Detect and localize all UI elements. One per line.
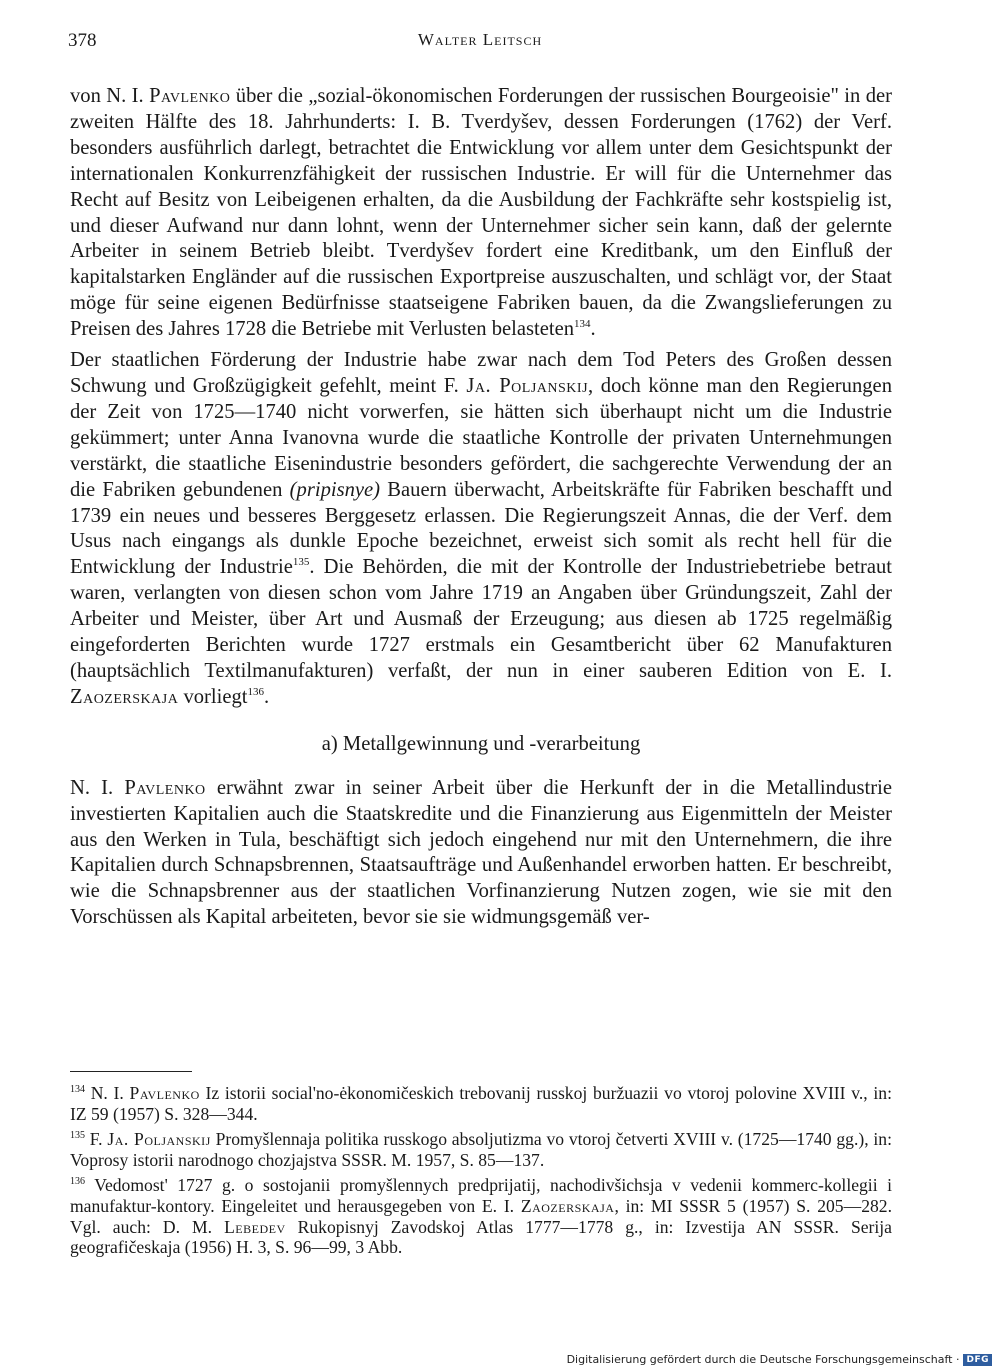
- text-run: über die „sozial-ökonomischen Forderungen der russischen Bourgeoisie" in der zweiten Hälfte des 18. Jahrhunderts: I. B. Tverdyšev, dessen Forderungen (1762) der Verf. besonders ausführlich darlegt, betrachtet die Entwicklung vor allem unter dem Gesichtspunkt der internationalen Konkurrenzfähigkeit der russischen Industrie. Er will für die Unternehmer das Recht auf Besitz von Leibeigenen erhalten, da die Ausbildung der Fachkräfte sehr kostspielig ist, und dieser Aufwand nur dann lohnt, wenn der Unternehmer sicher sein kann, daß der gelernte Arbeiter in seinem Betrieb bleibt. Tverdyšev fordert eine Kreditbank, um den Einfluß der kapitalstarken Engländer auf die russischen Exportpreise auszuschalten, und schlägt vor, der Staat möge für seine eigenen Bedürfnisse staatseigene Fabriken bauen, da die Zwangslieferungen zu Preisen des Jahres 1728 die Betriebe mit Verlusten belasteten: [70, 85, 892, 341]
- author-name: Pavlenko: [124, 776, 206, 799]
- footer-text: Digitalisierung gefördert durch die Deutsche Forschungsgemeinschaft ·: [566, 1353, 960, 1366]
- text-run: Vedomost' 1727 g. o sostojanii promyšlennych predprijatij, nachodivšichsja v vedenii kommerc-kollegii i manufaktur-kontory. Eingeleitet und herausgegeben von E. I.: [70, 1175, 892, 1216]
- footnotes: [70, 1083, 892, 1263]
- text-run: , in: MI SSSR 5 (1957) S. 205—282. Vgl. auch: D. M.: [70, 1195, 892, 1237]
- author-name: Ja. Poljanskij: [466, 374, 589, 397]
- running-head: Walter Leitsch: [417, 30, 543, 49]
- text-run: Promyšlennaja politika russkogo absoljutizma vo vtoroj četverti XVIII v. (1725—1740 gg.), in: Voprosy istorii narodnogo chozjajstva SSSR. M. 1957, S. 85—137.: [70, 1129, 892, 1170]
- page-number: 378: [68, 30, 97, 51]
- text-run: .: [590, 318, 596, 341]
- text-run: Rukopisnyj Zavodskoj Atlas 1777—1778 g., in: Izvestija AN SSSR. Serija geografičeskaja (1956) H. 3, S. 96—99, 3 Abb.: [70, 1216, 892, 1258]
- text-run: . Die Behörden, die mit der Kontrolle der Industriebetriebe betraut waren, verlangten von diesen schon vom Jahre 1719 an Angaben über Gründungszeit, Zahl der Arbeiter und Meister, über Art und Ausmaß der Erzeugung; aus diesen ab 1725 regelmäßig eingeforderten Berichten wurde 1727 erstmals ein Gesamtbericht über 62 Manufakturen (hauptsächlich Textilmanufakturen) verfaßt, der nun in einer sauberen Edition von E. I.: [70, 556, 892, 682]
- text-run: vorliegt: [178, 685, 248, 708]
- text-run: N. I.: [70, 776, 125, 799]
- text-run: erwähnt zwar in seiner Arbeit über die Herkunft der in die Metallindustrie investierten Kapitalien auch die Staatskredite und die Finanzierung aus Eigenmitteln der Meister aus den Werken in Tula, beschäftigt sich jedoch eingehend nur mit den Unternehmern, die ihre Kapitalien durch Schnapsbrennen, Staatsaufträge und Außenhandel erworben hatten. Er beschreibt, wie die Schnapsbrenner aus der staatlichen Vorfinanzierung Nutzen zogen, wie sie mit den Vorschüssen als Kapital arbeiteten, bevor sie sie widmungsgemäß ver-: [70, 776, 892, 929]
- text-run: Iz istorii social'no-ėkonomičeskich trebovanij russkoj buržuazii vo vtoroj polovine XVIII v., in: IZ 59 (1957) S. 328—344.: [70, 1083, 892, 1124]
- text-run: , doch könne man den Regierungen der Zeit von 1725—1740 nicht vorwerfen, sie hätten sich überhaupt nicht um die Industrie gekümmert; unter Anna Ivanovna wurde die staatliche Kontrolle der privaten Unternehmungen verstärkt, die staatliche Eisenindustrie besonders gefördert, die sachgerechte Verwendung der an die Fabriken gebundenen: [70, 374, 892, 501]
- author-name: Lebedev: [224, 1216, 286, 1237]
- text-run: Der staatlichen Förderung der Industrie habe zwar nach dem Tod Peters des Großen dessen Schwung und Großzügigkeit gefehlt, meint F.: [70, 349, 892, 397]
- text-run: Bauern überwacht, Arbeitskräfte für Fabriken beschafft und 1739 ein neues und besseres Berggesetz erlassen. Die Regierungszeit Annas, die der Verf. dem Usus nach eingangs als dunkle Epoche bezeichnet, erweist sich somit als recht hell für die Entwicklung der Industrie: [70, 478, 892, 579]
- footnote-ref: 134: [70, 1084, 85, 1096]
- footnote-ref: 136: [70, 1176, 85, 1188]
- author-name: Pavlenko: [149, 85, 231, 107]
- dfg-logo-icon: DFG: [963, 1354, 992, 1366]
- paragraph: [70, 776, 892, 931]
- author-name: Zaozerskaja: [520, 1195, 615, 1216]
- author-name: Pavlenko: [129, 1083, 200, 1103]
- footnote-ref: 136: [247, 685, 265, 698]
- footnote: [70, 1175, 892, 1257]
- page-header: [68, 30, 892, 60]
- main-text: [70, 84, 892, 931]
- footnote: [70, 1129, 892, 1170]
- text-run: von N. I.: [70, 85, 150, 107]
- paragraph: [70, 348, 892, 711]
- footnote: [70, 1083, 892, 1124]
- section-heading: a) Metallgewinnung und -verarbeitung: [321, 732, 641, 755]
- footnote-ref: 135: [70, 1130, 85, 1142]
- text-run: N. I.: [85, 1083, 130, 1103]
- text-run: F.: [85, 1129, 108, 1150]
- italic-term: (pripisnye): [289, 478, 381, 501]
- text-run: .: [264, 685, 270, 708]
- author-name: Ja. Poljanskij: [107, 1129, 211, 1150]
- digitization-footer: [567, 1353, 992, 1366]
- paragraph: [70, 84, 892, 343]
- footnote-ref: 135: [292, 556, 310, 569]
- author-name: Zaozerskaja: [70, 685, 179, 708]
- footnote-ref: 134: [574, 318, 591, 331]
- footnote-divider: [70, 1071, 192, 1072]
